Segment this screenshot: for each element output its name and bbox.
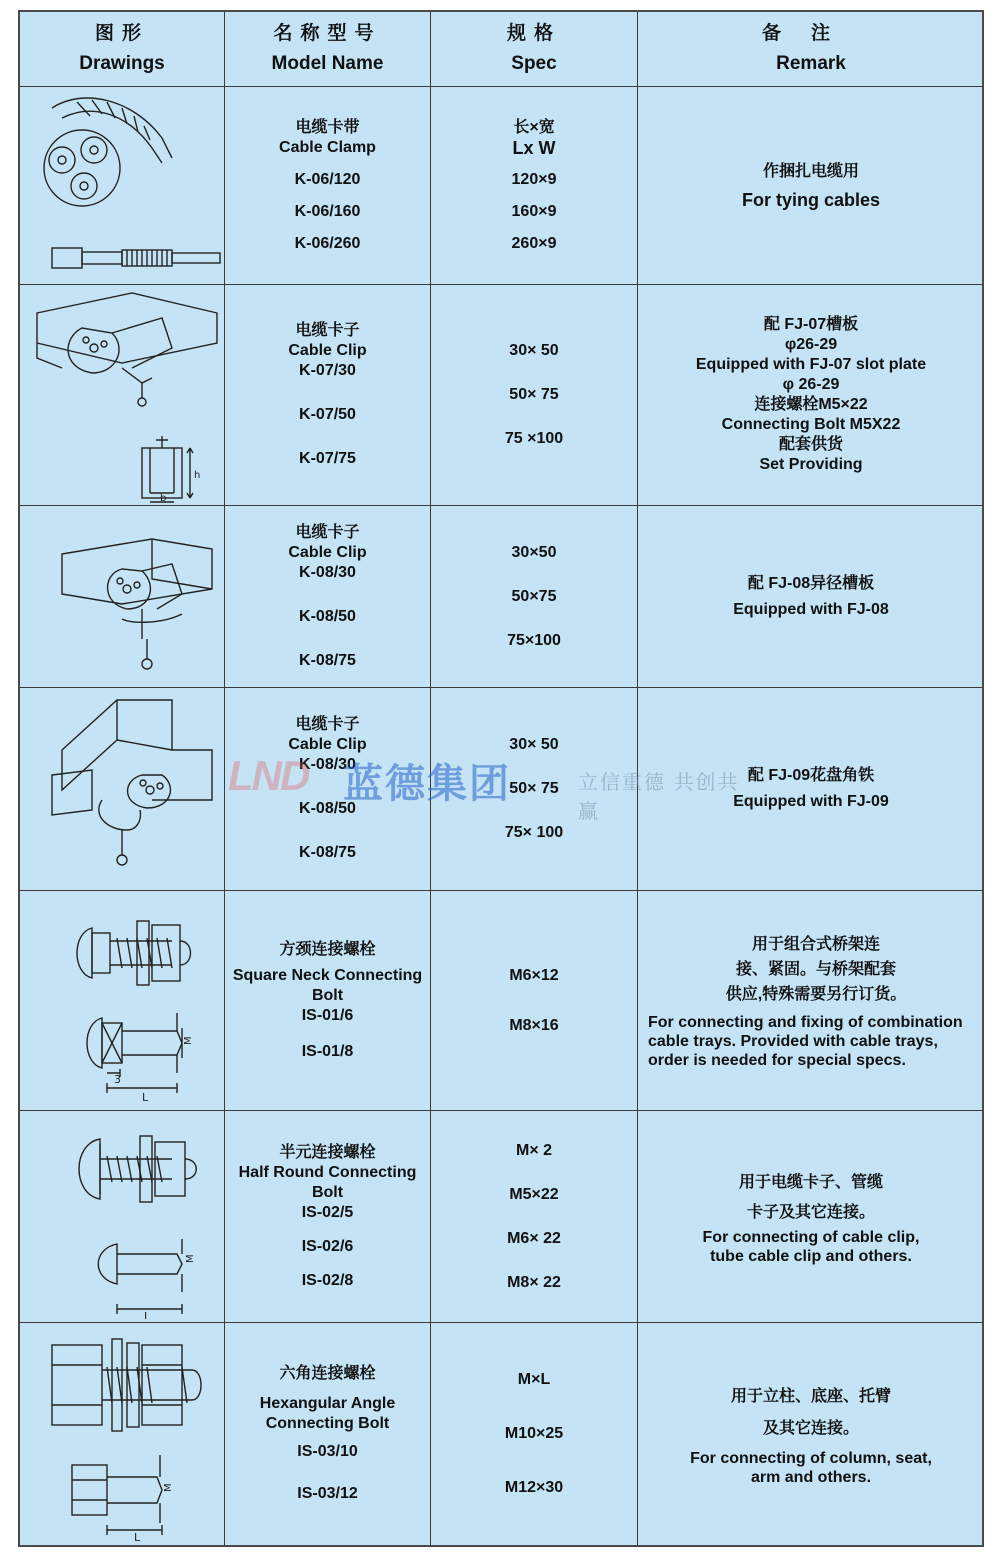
remark-en: Equipped with FJ-08 xyxy=(733,600,889,618)
spec-value: 30× 50 xyxy=(509,342,559,359)
model-name-cn: 电缆卡带 xyxy=(295,118,360,136)
remark-cell-4 xyxy=(638,688,984,890)
model-name-en: Cable Clip xyxy=(288,543,367,561)
remark-en: cable trays. Provided with cable trays, xyxy=(648,1032,938,1050)
remark-cell-2 xyxy=(638,285,984,505)
remark-cell-7 xyxy=(638,1323,984,1545)
remark-cn: 用于立柱、底座、托臂 xyxy=(730,1388,891,1405)
model-name-en: Cable Clip xyxy=(288,342,367,359)
model-number: IS-02/8 xyxy=(301,1271,354,1289)
remark-en: For connecting and fixing of combination xyxy=(648,1013,963,1031)
remark-cn: 供应,特殊需要另行订货。 xyxy=(725,985,907,1003)
dim-label: L xyxy=(144,1310,151,1319)
header-drawings-en: Drawings xyxy=(79,53,165,74)
model-name-cn: 电缆卡子 xyxy=(295,322,360,339)
cable-clip-fj07-icon xyxy=(22,288,222,503)
model-number: IS-01/8 xyxy=(301,1042,354,1060)
header-model xyxy=(225,12,430,86)
half-round-bolt-icon xyxy=(22,1114,222,1319)
dim-label: 3 xyxy=(114,1073,121,1086)
model-number: IS-02/5 xyxy=(301,1203,354,1221)
spec-value: M6×12 xyxy=(509,966,559,984)
watermark-slogan: 立信重德 共创共赢 xyxy=(578,772,740,823)
header-remark-cn: 备注 xyxy=(761,23,860,44)
remark-cn: 配套供货 xyxy=(778,436,843,453)
spec-value: 30× 50 xyxy=(509,736,559,753)
header-spec xyxy=(431,12,637,86)
spec-value: M8× 22 xyxy=(507,1273,561,1291)
model-number: K-08/75 xyxy=(299,844,356,861)
remark-en: For tying cables xyxy=(741,189,881,210)
header-drawings-cn: 图形 xyxy=(94,23,149,44)
model-name-en: Hexangular Angle xyxy=(259,1395,396,1412)
square-neck-bolt-icon xyxy=(22,893,222,1108)
remark-en: Set Providing xyxy=(759,456,863,473)
model-number: K-08/30 xyxy=(299,563,356,581)
remark-text: φ26-29 xyxy=(784,336,838,353)
spec-cell-5 xyxy=(431,891,637,1110)
remark-cell-6 xyxy=(638,1111,984,1322)
model-number: IS-03/12 xyxy=(297,1485,358,1502)
spec-value: 160×9 xyxy=(511,202,557,220)
model-name-cn: 电缆卡子 xyxy=(295,523,360,541)
model-number: K-07/30 xyxy=(299,362,356,379)
model-name-cn: 六角连接螺栓 xyxy=(279,1365,376,1382)
hex-bolt-icon xyxy=(22,1325,222,1543)
spec-value: 75× 100 xyxy=(504,824,564,841)
remark-en: Equipped with FJ-09 xyxy=(733,793,889,810)
remark-cn: 及其它连接。 xyxy=(762,1420,859,1437)
spec-value: 50× 75 xyxy=(509,780,559,797)
model-number: K-08/50 xyxy=(299,607,356,625)
model-cell-3 xyxy=(225,506,430,687)
cable-clamp-tie-icon xyxy=(22,88,222,283)
spec-value: M6× 22 xyxy=(507,1229,561,1247)
svg-text:b: b xyxy=(160,492,167,503)
spec-value: 30×50 xyxy=(511,543,557,561)
model-name-en: Cable Clamp xyxy=(279,138,376,156)
remark-cn: 作捆扎电缆用 xyxy=(762,162,859,180)
dim-label: L xyxy=(134,1531,141,1543)
spec-value: 260×9 xyxy=(511,234,557,252)
spec-value: M× 2 xyxy=(515,1141,552,1159)
model-name-cn: 半元连接螺栓 xyxy=(279,1143,376,1161)
drawing-half-round-bolt xyxy=(20,1111,224,1322)
header-remark-en: Remark xyxy=(776,53,846,74)
spec-cell-3 xyxy=(431,506,637,687)
dim-label: M xyxy=(163,1483,174,1492)
model-number: IS-01/6 xyxy=(301,1006,354,1024)
remark-en: For connecting of column, seat, xyxy=(690,1450,932,1467)
model-number: K-06/260 xyxy=(294,234,361,252)
drawing-cable-clamp xyxy=(20,87,224,284)
remark-en: For connecting of cable clip, xyxy=(702,1228,920,1246)
remark-cn: 配 FJ-09花盘角铁 xyxy=(747,767,875,784)
remark-en: order is needed for special specs. xyxy=(648,1051,906,1069)
model-cell-6 xyxy=(225,1111,430,1322)
header-drawings xyxy=(20,12,224,86)
spec-value: 50×75 xyxy=(511,587,557,605)
drawing-cable-clip-k08 xyxy=(20,506,224,687)
cable-clip-fj08-icon xyxy=(22,509,222,684)
remark-en: Equipped with FJ-07 slot plate xyxy=(695,356,927,373)
model-number: K-06/160 xyxy=(294,202,361,220)
spec-value: M10×25 xyxy=(504,1425,564,1442)
header-model-cn: 名称型号 xyxy=(273,23,382,44)
model-number: IS-02/6 xyxy=(301,1237,354,1255)
remark-en: arm and others. xyxy=(750,1469,872,1486)
spec-cell-7 xyxy=(431,1323,637,1545)
watermark-company-name: 蓝德集团 xyxy=(343,762,511,806)
model-name-en: Square Neck Connecting xyxy=(232,966,423,984)
remark-cn: 配 FJ-07槽板 xyxy=(763,316,859,333)
spec-value: M5×22 xyxy=(509,1185,559,1203)
model-name-en: Half Round Connecting xyxy=(238,1163,417,1181)
model-name-en: Bolt xyxy=(311,986,344,1004)
spec-cell-1 xyxy=(431,87,637,284)
remark-cell-3 xyxy=(638,506,984,687)
cable-clip-fj09-icon xyxy=(22,690,222,888)
model-name-cn: 电缆卡子 xyxy=(295,716,360,733)
header-model-en: Model Name xyxy=(271,53,384,74)
drawing-square-neck-bolt xyxy=(20,891,224,1110)
remark-cell-5 xyxy=(638,891,984,1110)
remark-cn: 用于组合式桥架连 xyxy=(751,935,880,953)
drawing-cable-clip-k07 xyxy=(20,285,224,505)
model-name-en: Connecting Bolt xyxy=(265,1415,390,1432)
remark-text: φ 26-29 xyxy=(782,376,840,393)
remark-cn: 接、紧固。与桥架配套 xyxy=(735,960,896,978)
model-cell-4 xyxy=(225,688,430,890)
spec-cell-2 xyxy=(431,285,637,505)
model-cell-2 xyxy=(225,285,430,505)
remark-en: Connecting Bolt M5X22 xyxy=(721,416,901,433)
model-cell-5 xyxy=(225,891,430,1110)
header-spec-en: Spec xyxy=(511,53,557,74)
spec-label-cn: 长×宽 xyxy=(513,118,555,136)
spec-value: 50× 75 xyxy=(509,386,559,403)
remark-cn: 连接螺栓M5×22 xyxy=(754,396,868,413)
model-cell-1 xyxy=(225,87,430,284)
model-number: IS-03/10 xyxy=(297,1443,358,1460)
product-spec-table xyxy=(18,10,984,1547)
dim-label: M xyxy=(183,1036,194,1045)
model-number: K-08/30 xyxy=(299,756,356,773)
spec-value: 120×9 xyxy=(511,170,557,188)
remark-cn: 卡子及其它连接。 xyxy=(746,1203,875,1221)
header-spec-cn: 规格 xyxy=(506,23,561,44)
dim-label: M xyxy=(185,1254,196,1263)
remark-cell-1 xyxy=(638,87,984,284)
drawing-hex-bolt xyxy=(20,1323,224,1545)
spec-label-en: Lx W xyxy=(512,137,556,158)
remark-cn: 用于电缆卡子、管缆 xyxy=(738,1173,883,1191)
spec-cell-4 xyxy=(431,688,637,890)
model-number: K-06/120 xyxy=(294,170,361,188)
spec-value: M×L xyxy=(517,1371,551,1388)
spec-value: 75×100 xyxy=(507,631,561,649)
model-name-cn: 方颈连接螺栓 xyxy=(279,940,376,958)
model-number: K-07/50 xyxy=(299,406,356,423)
header-remark xyxy=(638,12,984,86)
remark-cn: 配 FJ-08异径槽板 xyxy=(747,574,875,592)
remark-en: tube cable clip and others. xyxy=(710,1247,912,1265)
svg-text:h: h xyxy=(194,469,201,481)
spec-cell-6 xyxy=(431,1111,637,1322)
drawing-cable-clip-k09 xyxy=(20,688,224,890)
model-name-en: Cable Clip xyxy=(288,736,367,753)
model-number: K-08/75 xyxy=(299,651,356,669)
spec-value: M8×16 xyxy=(509,1016,559,1034)
spec-value: M12×30 xyxy=(504,1479,564,1496)
model-number: K-08/50 xyxy=(299,800,356,817)
watermark-logo: LND xyxy=(228,752,309,799)
model-name-en: Bolt xyxy=(311,1183,344,1201)
spec-value: 75 ×100 xyxy=(504,430,564,447)
dim-label: L xyxy=(142,1091,149,1104)
model-number: K-07/75 xyxy=(299,450,356,467)
model-cell-7 xyxy=(225,1323,430,1545)
